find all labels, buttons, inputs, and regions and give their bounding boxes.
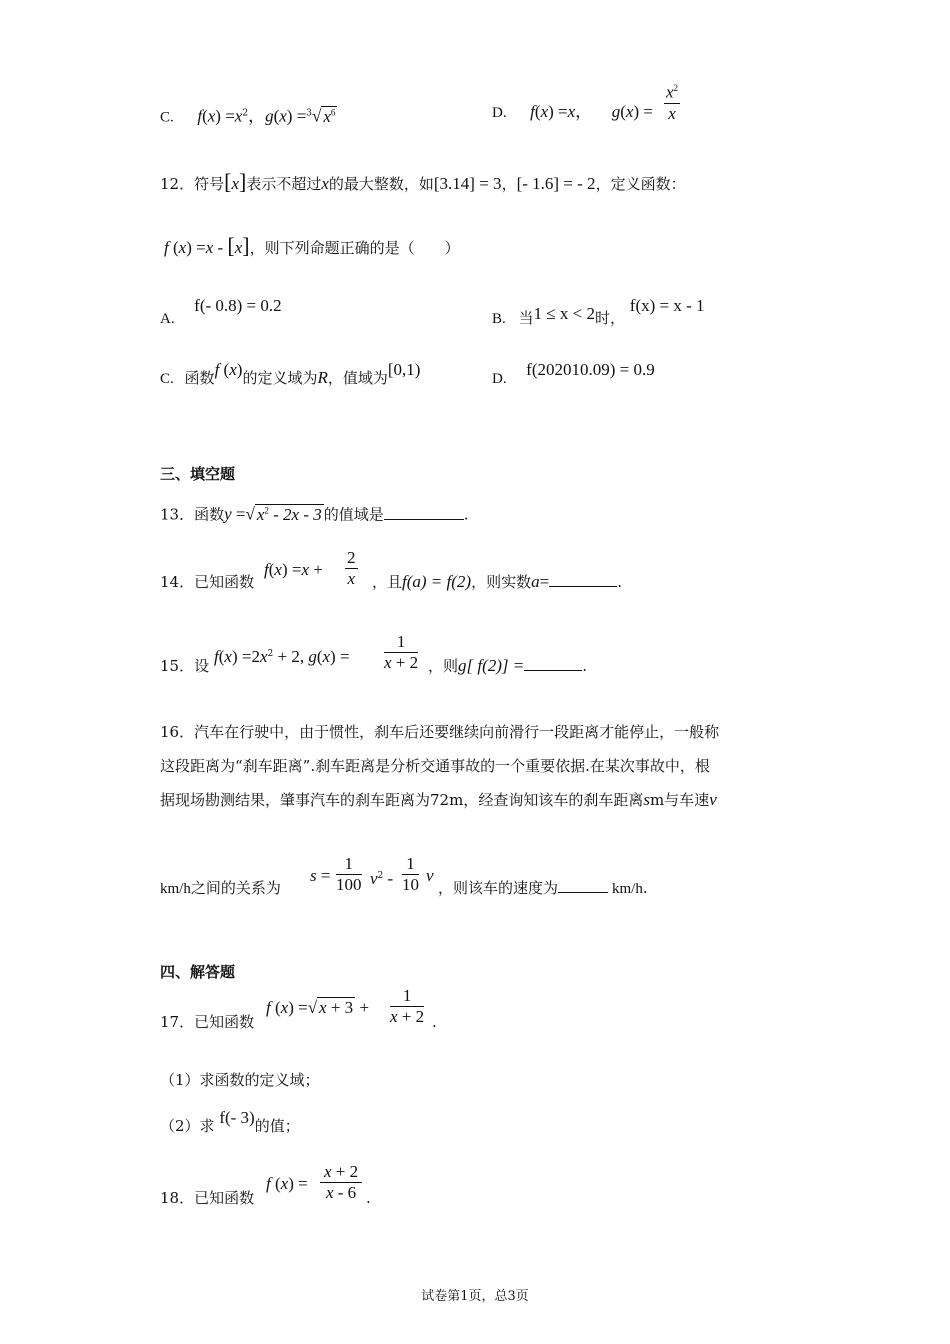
q17-function: f (x) =√ x + 3 + [266, 998, 370, 1017]
q18-function: f (x) = [266, 1174, 308, 1193]
q14-fraction: 2 x [347, 548, 356, 588]
q12-x: x [231, 174, 239, 193]
q12-example-2: [- 1.6] = - 2 [516, 174, 596, 193]
q17-part-1: （1）求函数的定义域； [160, 1071, 320, 1089]
q13: 13．函数y =√ $x^2 - 2x - 3$ 的值域是 . [160, 504, 469, 524]
section-fill-in: 三、填空题 [160, 465, 236, 483]
q14 [160, 572, 254, 592]
q17-pre: 已知函数 [194, 1013, 255, 1031]
q13-answer-blank[interactable] [384, 505, 464, 520]
q11-option-d: D. f(x) =x， g(x) = [492, 102, 653, 121]
q12-text-1: 符号 [194, 175, 225, 193]
q12-text-5: ，定义函数： [595, 175, 686, 193]
q12-a-expr: f(- 0.8) = 0.2 [194, 296, 282, 315]
q17-end: . [432, 1013, 437, 1031]
q14-mid2: ，则实数 [471, 573, 532, 591]
q15-answer-blank[interactable] [524, 656, 582, 671]
q15 [160, 656, 209, 676]
q16-answer-blank[interactable] [558, 878, 608, 893]
q12-text-3: 的最大整数，如 [328, 175, 434, 193]
q13-end: . [463, 505, 469, 524]
q14-end: . [617, 573, 622, 591]
q12-definition: f (x) =x - [x]，则下列命题正确的是（ ） [164, 233, 460, 258]
q16-relation-mid: $v^2$ - [370, 869, 394, 888]
q16-number: 16． [160, 723, 195, 741]
q12-option-c: C. 函数f (x)的定义域为R，值域为[0,1) [160, 360, 421, 387]
q16-fraction-2: 1 10 [402, 854, 419, 894]
q14-pre: 已知函数 [194, 573, 255, 591]
q12-comma: ， [501, 175, 517, 193]
q18-fraction: x + 2 x - 6 [320, 1162, 362, 1203]
q18-end: . [366, 1189, 371, 1207]
q12-option-b [492, 296, 705, 327]
q16-s: s [643, 790, 650, 809]
q15-rest [428, 656, 587, 676]
q17-number: 17． [160, 1013, 195, 1031]
q12-number: 12． [160, 175, 195, 193]
q17-part-2-pre: （2）求 [160, 1117, 215, 1135]
page-footer: 试卷第1页，总3页 [421, 1289, 529, 1304]
q16-line-1 [160, 722, 719, 742]
q15-end: . [582, 657, 588, 675]
q18-pre: 已知函数 [194, 1189, 255, 1207]
q15-fraction: 1 x + 2 [384, 632, 419, 672]
q15-number: 15． [160, 657, 195, 675]
q12-d-label: D. [492, 371, 507, 387]
q11-c-formula: f [197, 106, 203, 126]
q12-text-2: 表示不超过 [246, 175, 322, 193]
q16-unit-2: km/h [612, 881, 643, 897]
q16-text-1: 汽车在行驶中，由于惯性，刹车后还要继续向前滑行一段距离才能停止，一般称 [194, 723, 720, 741]
q17 [160, 1012, 254, 1032]
q15-mid: ，则 [428, 657, 459, 675]
q11-option-c: C. $f(x) =x^2$，g(x) =$^3$√ $x^6$ [160, 106, 336, 126]
q12-d-expr: f(202010.09) = 0.9 [526, 360, 655, 379]
q14-number: 14． [160, 573, 195, 591]
q12-c-R: R [317, 368, 328, 387]
section-answer: 四、解答题 [160, 963, 236, 981]
q16-line-2: 这段距离为“刹车距离”.刹车距离是分析交通事故的一个重要依据.在某次事故中，根 [160, 757, 710, 775]
q12-b-mid: 时， [594, 309, 625, 327]
q12-c-pre: 函数 [184, 369, 215, 387]
q12-option-d [492, 360, 655, 387]
q12-definition-tail: ，则下列命题正确的是（ ） [249, 239, 460, 257]
q18 [160, 1188, 254, 1208]
q14-mid: ，且 [372, 573, 403, 591]
q16-v: v [709, 790, 717, 809]
q17-part-2-post: 的值； [254, 1117, 300, 1135]
q16-text-3b: m与车速 [649, 791, 710, 809]
q12-b-label: B. [492, 311, 506, 327]
q16-end: . [642, 879, 648, 897]
q17-part-2 [160, 1108, 300, 1136]
q17-part-2-expr: f(- 3) [219, 1108, 255, 1127]
q12-b-pre: 当 [518, 309, 534, 327]
q17-fraction: 1 x + 2 [390, 986, 425, 1026]
q16-line-3 [160, 790, 717, 810]
q16-text-4c: ，则该车的速度为 [438, 879, 559, 897]
q11-d-label: D. [492, 105, 507, 121]
q12-a-label: A. [160, 311, 175, 327]
q14-answer-blank[interactable] [549, 572, 617, 587]
q12-c-label: C. [160, 371, 174, 387]
q16-relation-end: v [426, 866, 434, 885]
q12-b-cond: 1 ≤ x < 2 [533, 304, 595, 323]
q13-post: 的值域是 [323, 505, 384, 524]
q15-function: $f(x) =2x^2 + 2$, g(x) = [214, 647, 350, 666]
q14-eq: = [539, 572, 550, 591]
q14-condition: f(a) = f(2) [402, 572, 472, 591]
q16-text-4b: 之间的关系为 [190, 879, 281, 897]
q16-relation-lhs: s = [310, 866, 331, 885]
q11-c-label: C. [160, 109, 174, 126]
q12-b-expr: f(x) = x - 1 [629, 296, 705, 315]
q16-unit-1: km/h [160, 881, 191, 897]
q12-option-a [160, 296, 282, 327]
q16-line-4b [438, 878, 648, 899]
q18-number: 18． [160, 1189, 195, 1207]
q12-c-range: [0,1) [387, 360, 421, 379]
q12-c-mid: 的定义域为 [242, 369, 318, 387]
q15-expr: g[ f(2)] = [458, 656, 525, 675]
q14-a: a [531, 572, 540, 591]
q12-example-1: [3.14] = 3 [433, 174, 502, 193]
q13-number: 13． [160, 505, 195, 524]
q12-c-post: ，值域为 [327, 369, 388, 387]
q14-rest [372, 572, 622, 592]
q12-stem: 12．符号[x]表示不超过x的最大整数，如[3.14] = 3，[- 1.6] = - 2，定义函数： [160, 169, 686, 194]
q16-fraction-1: 1 100 [336, 854, 362, 894]
q16-line-4a [160, 878, 281, 899]
q14-function: f(x) =x + [264, 560, 323, 579]
q11-d-fraction: $x^2$ x [664, 78, 680, 124]
q13-pre: 函数 [194, 505, 225, 524]
q15-pre: 设 [194, 657, 210, 675]
q16-text-3a: 据现场勘测结果，肇事汽车的刹车距离为72m，经查询知该车的刹车距离 [160, 791, 644, 809]
